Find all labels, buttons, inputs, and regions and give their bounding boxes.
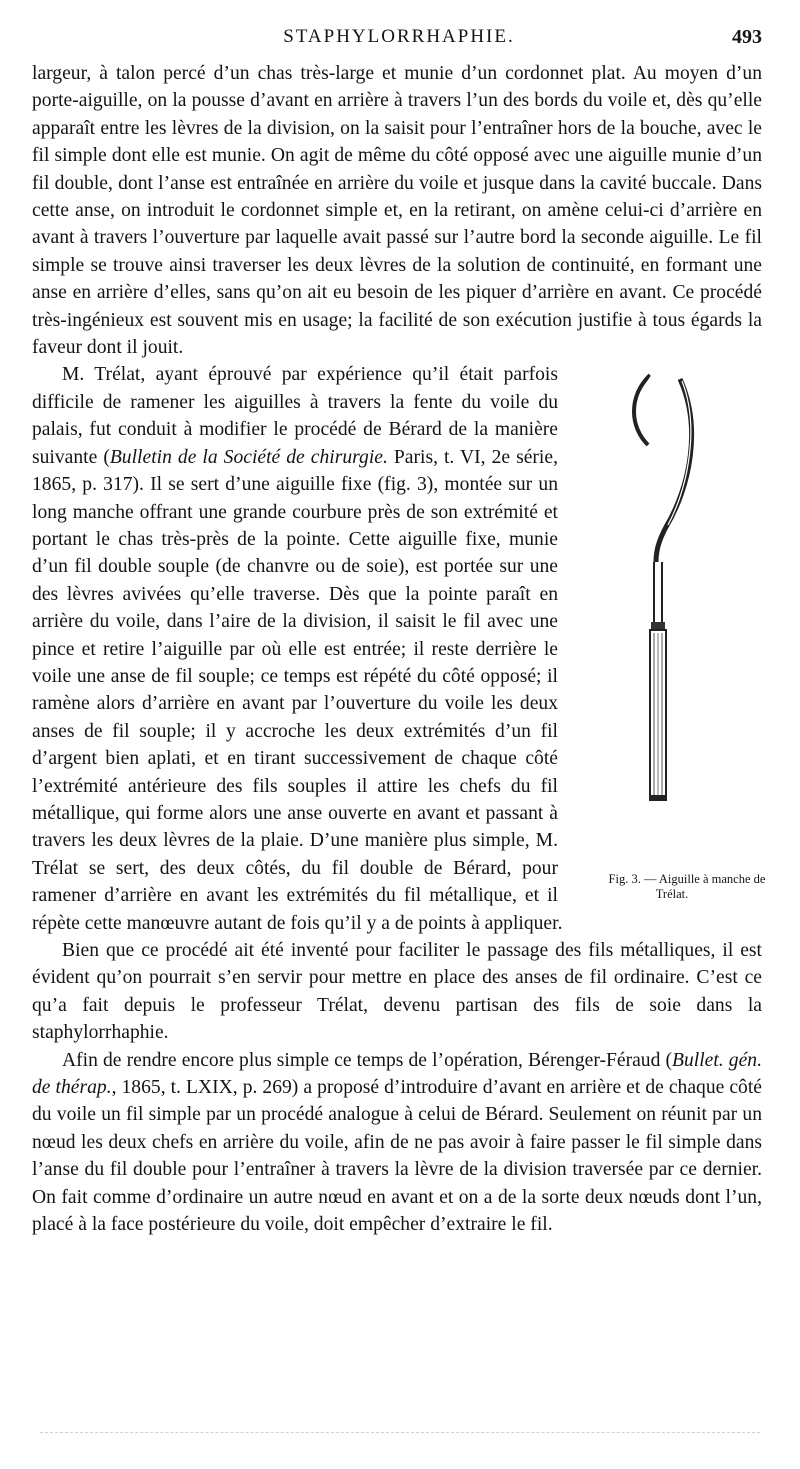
paragraph-2-reference: Bulletin de la Société de chirurgie. xyxy=(109,446,388,468)
paragraph-3: Bien que ce procédé ait été inventé pour faciliter le passage des fils métalliques, il est évident qu’on pourrait s’en servir pour mettre en place des anses de fil ordinaire. C’est ce qu’a fait depuis le professeur Trélat, devenu partisan des fils de soie dans la staphylorrhaphie. xyxy=(32,940,762,1044)
paragraph-4-text-b: , 1865, t. LXIX, p. 269) a proposé d’introduire d’avant en arrière et de chaque côté du voile un fil simple par un procédé analogue à celui de Bérard. Seulement on réunit par un nœud les deux chefs en arrière du voile, afin de ne pas avoir à faire passer le fil simple dans l’anse du fil double pour l’entraîner à travers la lèvre de la division traversée par ce dernier. On fait comme d’ordinaire un autre nœud en avant et on a de la sorte deux nœuds dont l’un, placé à la face postérieure du voile, doit empêcher d’extraire le fil. xyxy=(32,1077,762,1236)
paragraph-4-text-a: Afin de rendre encore plus simple ce temps de l’opération, Bérenger-Féraud ( xyxy=(62,1049,673,1071)
figure-needle xyxy=(572,367,772,902)
page-header xyxy=(36,26,762,56)
body-text xyxy=(32,60,766,1238)
paragraph-1: largeur, à talon percé d’un chas très-large et munie d’un cordonnet plat. Au moyen d’un porte-aiguille, on la pousse d’avant en arrière à travers l’un des bords du voile et, dès qu’elle apparaît entre les lèvres de la division, on la saisit pour l’entraîner hors de la bouche, avec le fil simple dont elle est munie. On agit de même du côté opposé avec une aiguille munie d’un fil double, dont l’anse est entraînée en arrière du voile et jusque dans la cavité buccale. Dans cette anse, on introduit le cordonnet simple et, en la retirant, on amène celui-ci d’arrière en avant à travers l’ouverture par laquelle avait passé sur l’autre bord la seconde aiguille. Le fil simple se trouve ainsi traverser les deux lèvres de la solution de continuité, en formant une anse en arrière d’elles, sans qu’on ait eu besoin de les piquer d’arrière en avant. Ce procédé très-ingénieux est souvent mis en usage; la facilité de son exécution justifie à tous égards la faveur dont il jouit. xyxy=(32,63,762,359)
figure-caption: Fig. 3. — Aiguille à manche de Trélat. xyxy=(608,872,766,902)
paragraph-4-reference: Bullet. gén. de thérap. xyxy=(32,1049,762,1099)
paragraph-2-text-a: M. Trélat, ayant éprouvé par expérience qu’il était parfois difficile de ramener les aiguilles à travers la fente du voile du palais, fut conduit à modifier le procédé de Bérard de la manière suivante ( xyxy=(32,364,558,468)
paragraph-2 xyxy=(32,361,766,937)
needle-illustration-icon xyxy=(590,367,720,807)
paragraph-2-text-b: Paris, t. VI, 2e série, 1865, p. 317). Il se sert d’une aiguille fixe (fig. 3), montée sur un long manche offrant une grande courbure près de son extrémité et portant le chas très-près de la pointe. Cette aiguille fixe, munie d’un fil double souple (de chanvre ou de soie), est portée sur une des lèvres avivées qu’elle traverse. Dès que la pointe paraît en arrière du voile, dans l’aire de la division, il saisit le fil avec une pince et retire l’aiguille par où elle est entrée; il reste derrière le voile une anse de fil souple; ce temps est répété du côté opposé; il ramène alors d’arrière en avant par l’ouverture du voile les deux anses de fil souple; il y accroche les deux extrémités d’un fil d’argent bien aplati, et en tirant successivement de chaque côté l’extrémité antérieure des fils souples il attire les chefs du fil métallique, qui forme alors une anse ouverte en avant et passant à travers les deux lèvres de la plaie. D’une manière plus simple, M. Trélat se sert, des deux côtés, du fil double de Bérard, pour ramener d’arrière en avant les extrémités du fil métallique, et il répète cette manœuvre autant de fois qu’il y a de points à appliquer. xyxy=(32,446,563,934)
running-head: STAPHYLORRHAPHIE. xyxy=(283,26,515,47)
page-bottom-marks xyxy=(40,1432,760,1439)
page-number: 493 xyxy=(732,26,762,48)
paragraph-4 xyxy=(32,1047,762,1239)
